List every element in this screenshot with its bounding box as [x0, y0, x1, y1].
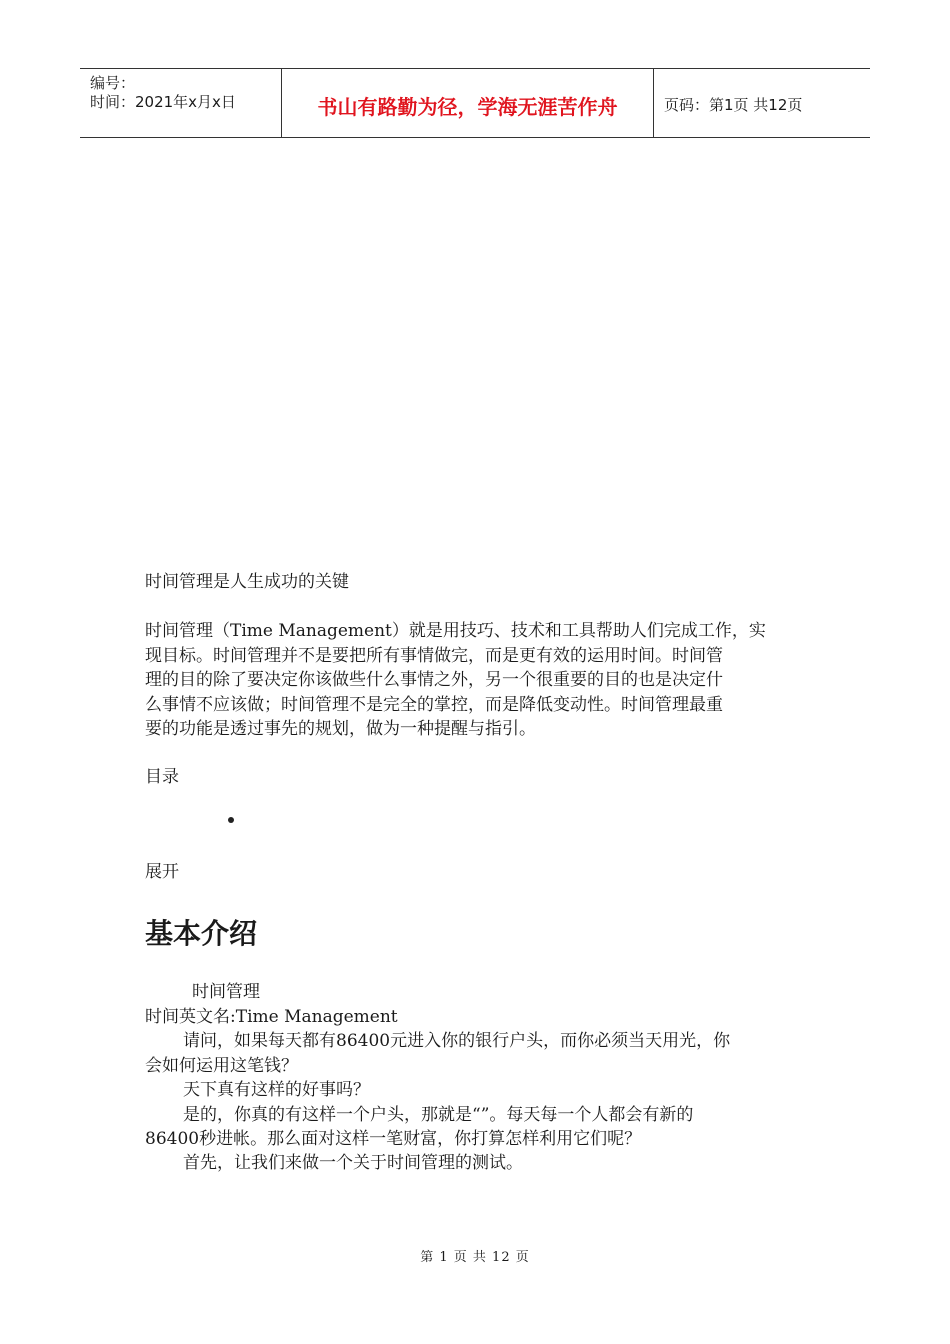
header-meta-cell	[80, 69, 282, 137]
body-line: 天下真有这样的好事吗？	[183, 1080, 370, 1101]
intro-line: 理的目的除了要决定你该做些什么事情之外，另一个很重要的目的也是决定什	[145, 670, 723, 691]
intro-line: 时间管理（Time Management）就是用技巧、技术和工具帮助人们完成工作，实	[145, 621, 766, 641]
section-heading: 基本介绍	[145, 917, 258, 950]
intro-line: 么事情不应该做；时间管理不是完全的掌控，而是降低变动性。时间管理最重	[145, 694, 723, 715]
toc-label: 目录	[145, 767, 179, 787]
header-page-info: 页码：第1页 共12页	[664, 95, 803, 114]
intro-paragraph	[145, 619, 810, 742]
body-line: 是的，你真的有这样一个户头，那就是“”。每天每一个人都会有新的	[183, 1104, 694, 1125]
intro-line: 现目标。时间管理并不是要把所有事情做完，而是更有效的运用时间。时间管	[145, 645, 723, 666]
expand-link[interactable]: 展开	[145, 862, 179, 882]
intro-line: 要的功能是透过事先的规划，做为一种提醒与指引。	[145, 719, 536, 740]
body-line: 首先，让我们来做一个关于时间管理的测试。	[183, 1153, 523, 1174]
body-line: 请问，如果每天都有86400元进入你的银行户头，而你必须当天用光，你	[183, 1031, 731, 1052]
header-page-cell	[654, 69, 870, 137]
body-line: 86400秒进帐。那么面对这样一笔财富，你打算怎样利用它们呢？	[145, 1129, 642, 1150]
document-header-table	[80, 68, 870, 138]
english-name-line: 时间英文名:Time Management	[145, 1007, 398, 1027]
sub-title: 时间管理	[192, 982, 260, 1002]
header-motto-cell	[282, 69, 654, 137]
title-line: 时间管理是人生成功的关键	[145, 572, 349, 592]
number-label: 编号：	[90, 74, 136, 92]
body-line: 会如何运用这笔钱？	[145, 1055, 298, 1076]
toc-bullet	[228, 817, 234, 823]
body-text	[145, 1005, 825, 1176]
motto-text: 书山有路勤为径，学海无涯苦作舟	[317, 94, 618, 119]
time-label: 时间：2021年x月x日	[90, 93, 236, 111]
page-footer: 第 1 页 共 12 页	[420, 1250, 530, 1265]
